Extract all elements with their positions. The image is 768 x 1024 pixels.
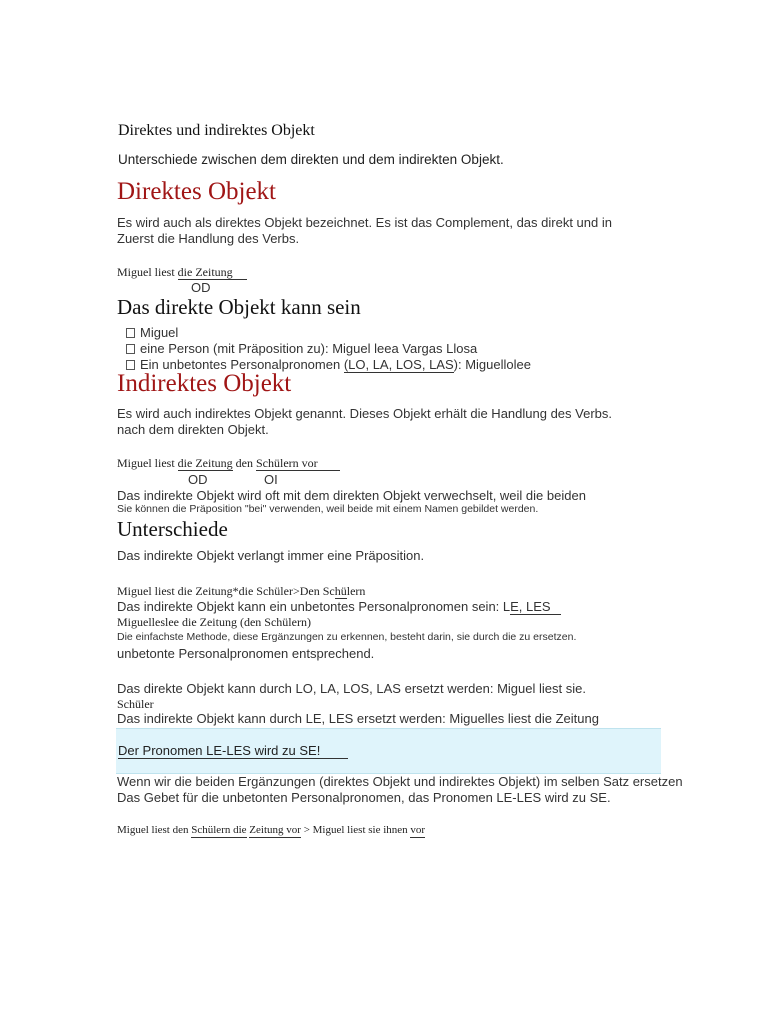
paragraph-line xyxy=(117,599,561,615)
underlined-object: die Zeitung xyxy=(178,266,247,280)
underlined-object: vor xyxy=(410,824,426,836)
example-text: > Miguel liest sie ihnen xyxy=(300,824,411,836)
example-sentence xyxy=(117,265,247,280)
paragraph-note: Sie können die Präposition "bei" verwenden, weil beide mit einem Namen gebildet werden. xyxy=(117,503,539,515)
highlight-rule: Der Pronomen LE-LES wird zu SE! xyxy=(118,744,348,759)
paragraph-line: unbetonte Personalpronomen entsprechend. xyxy=(117,646,375,661)
paragraph-text: Das indirekte Objekt kann ein unbetontes Personalpronomen sein: L xyxy=(117,599,511,614)
paragraph-line: Es wird auch als direktes Objekt bezeichnet. Es ist das Complement, das direkt und in xyxy=(117,215,612,230)
paragraph-line: nach dem direkten Objekt. xyxy=(117,422,269,437)
underlined-pronouns: E, LES xyxy=(510,600,560,615)
paragraph-line: Wenn wir die beiden Ergänzungen (direktes Objekt und indirektes Objekt) im selben Satz ersetzen xyxy=(117,774,683,789)
bullet-icon xyxy=(126,344,135,354)
paragraph-line: Es wird auch indirektes Objekt genannt. Dieses Objekt erhält die Handlung des Verbs. xyxy=(117,406,612,421)
heading-indirektes-objekt: Indirektes Objekt xyxy=(117,370,292,397)
example-sentence xyxy=(117,824,425,838)
bullet-icon xyxy=(126,328,135,338)
paragraph-line: Das indirekte Objekt verlangt immer eine Präposition. xyxy=(117,548,425,563)
list-item xyxy=(126,325,178,340)
example-text: Miguel liest die Zeitung*die Schüler>Den Sc xyxy=(117,584,335,598)
paragraph-line: Das direkte Objekt kann durch LO, LA, LOS, LAS ersetzt werden: Miguel liest sie. xyxy=(117,681,586,696)
list-item-text: ): Miguellolee xyxy=(453,357,531,372)
underlined-object: Schülern vor xyxy=(256,457,340,471)
highlight-text xyxy=(118,743,348,759)
example-text: den xyxy=(232,456,256,470)
list-item xyxy=(126,341,477,356)
underlined-object: Zeitung vor xyxy=(249,824,301,836)
paragraph-line: Das indirekte Objekt kann durch LE, LES ersetzt werden: Miguelles liest die Zeitung xyxy=(117,711,599,726)
heading-unterschiede: Unterschiede xyxy=(117,517,228,541)
od-label: OD xyxy=(188,472,208,487)
underlined-pronouns: (LO, LA, LOS, LAS xyxy=(343,357,454,372)
underlined-object: Schülern die xyxy=(191,824,247,836)
od-label: OD xyxy=(191,280,211,295)
underlined-text: hü xyxy=(334,584,347,598)
example-text: lern xyxy=(346,584,366,598)
oi-label: OI xyxy=(264,472,278,487)
example-text: Miguel liest xyxy=(117,265,178,279)
paragraph-note: Die einfachste Methode, diese Ergänzungen zu erkennen, besteht darin, sie durch die zu ersetzen. xyxy=(117,631,577,643)
list-item-text: Ein unbetontes Personalpronomen xyxy=(140,357,344,372)
document-subtitle: Unterschiede zwischen dem direkten und dem indirekten Objekt. xyxy=(118,152,504,167)
example-sentence xyxy=(117,456,340,471)
example-sentence xyxy=(117,584,365,599)
heading-direktes-objekt: Direktes Objekt xyxy=(117,178,276,205)
example-sentence: Miguelleslee die Zeitung (den Schülern) xyxy=(117,615,311,629)
list-item-text: eine Person (mit Präposition zu): Miguel leea Vargas Llosa xyxy=(140,341,478,356)
paragraph-line: Zuerst die Handlung des Verbs. xyxy=(117,231,300,246)
heading-kann-sein: Das direkte Objekt kann sein xyxy=(117,295,361,319)
example-text: Miguel liest xyxy=(117,456,178,470)
document-title: Direktes und indirektes Objekt xyxy=(118,122,315,139)
list-item-text: Miguel xyxy=(140,325,179,340)
example-word: Schüler xyxy=(117,697,154,711)
underlined-object: die Zeitung xyxy=(177,456,233,470)
paragraph-line: Das indirekte Objekt wird oft mit dem direkten Objekt verwechselt, weil die beiden xyxy=(117,488,586,503)
paragraph-line: Das Gebet für die unbetonten Personalpronomen, das Pronomen LE-LES wird zu SE. xyxy=(117,790,611,805)
example-text: Miguel liest den xyxy=(117,824,192,836)
bullet-icon xyxy=(126,360,135,370)
